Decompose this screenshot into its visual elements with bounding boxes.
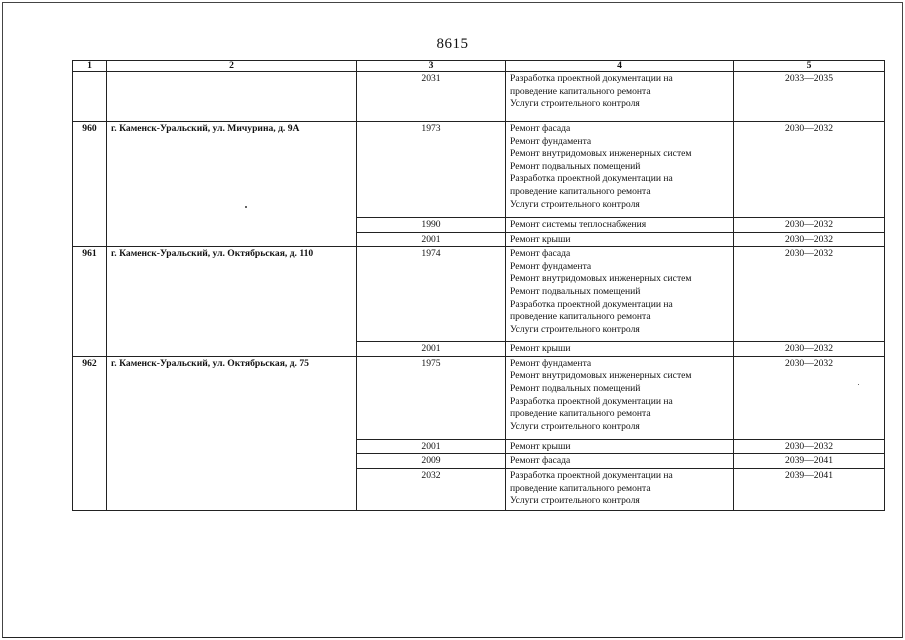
scan-speck <box>858 384 859 385</box>
header-col-5: 5 <box>734 61 885 72</box>
repair-work-item: проведение капитального ремонта <box>510 311 651 323</box>
repair-work-item: Ремонт подвальных помещений <box>510 382 641 394</box>
planned-period: 2030—2032 <box>734 218 885 233</box>
planned-period: 2033—2035 <box>734 72 885 122</box>
last-repair-year: 1975 <box>357 356 506 439</box>
table-row <box>73 247 885 342</box>
last-repair-year: 2001 <box>357 342 506 357</box>
object-number: 962 <box>73 356 107 510</box>
repair-work-item: Разработка проектной документации на <box>510 469 673 481</box>
scan-speck <box>245 206 247 208</box>
repair-works-list <box>506 356 734 439</box>
repair-work-item: Ремонт фундамента <box>510 357 592 369</box>
repair-works-list <box>506 439 734 454</box>
planned-period: 2030—2032 <box>734 439 885 454</box>
repair-work-item: Ремонт крыши <box>510 343 571 355</box>
planned-period: 2030—2032 <box>734 342 885 357</box>
repair-work-item: Ремонт подвальных помещений <box>510 285 641 297</box>
repair-works-list <box>506 342 734 357</box>
last-repair-year: 1974 <box>357 247 506 342</box>
building-address <box>107 72 357 122</box>
table-body <box>73 72 885 511</box>
page-number: 8615 <box>436 36 469 52</box>
repair-work-item: Услуги строительного контроля <box>510 323 640 335</box>
header-col-4: 4 <box>506 61 734 72</box>
building-address: г. Каменск-Уральский, ул. Октябрьская, д. 75 <box>107 356 357 510</box>
repair-work-item: Ремонт подвальных помещений <box>510 160 641 172</box>
repair-work-item: проведение капитального ремонта <box>510 482 651 494</box>
building-address: г. Каменск-Уральский, ул. Октябрьская, д. 110 <box>107 247 357 357</box>
planned-period: 2030—2032 <box>734 247 885 342</box>
repair-works-list <box>506 122 734 218</box>
repair-work-item: Услуги строительного контроля <box>510 495 640 507</box>
repair-work-item: Ремонт фасада <box>510 455 571 467</box>
last-repair-year: 2009 <box>357 454 506 469</box>
last-repair-year: 2031 <box>357 72 506 122</box>
planned-period: 2030—2032 <box>734 356 885 439</box>
header-col-2: 2 <box>107 61 357 72</box>
object-number: 960 <box>73 122 107 247</box>
table-row <box>73 72 885 122</box>
object-number <box>73 72 107 122</box>
repair-work-item: Ремонт системы теплоснабжения <box>510 219 647 230</box>
last-repair-year: 2001 <box>357 232 506 247</box>
last-repair-year: 2001 <box>357 439 506 454</box>
repair-work-item: Ремонт фасада <box>510 123 571 134</box>
repair-work-item: проведение капитального ремонта <box>510 85 651 97</box>
repair-works-list <box>506 218 734 233</box>
repair-work-item: проведение капитального ремонта <box>510 408 651 420</box>
planned-period: 2030—2032 <box>734 232 885 247</box>
repair-work-item: Разработка проектной документации на <box>510 173 673 185</box>
repair-works-list <box>506 454 734 469</box>
repair-work-item: Ремонт крыши <box>510 440 571 452</box>
header-col-3: 3 <box>357 61 506 72</box>
repair-work-item: Услуги строительного контроля <box>510 198 640 210</box>
repair-work-item: Ремонт фундамента <box>510 260 592 272</box>
repair-work-item: Ремонт внутридомовых инженерных систем <box>510 148 692 160</box>
planned-period: 2039—2041 <box>734 454 885 469</box>
repair-work-item: Ремонт фасада <box>510 248 571 260</box>
planned-period: 2030—2032 <box>734 122 885 218</box>
repair-work-item: Ремонт фундамента <box>510 135 592 147</box>
table-row <box>73 356 885 439</box>
repair-work-item: Ремонт внутридомовых инженерных систем <box>510 370 692 382</box>
repair-work-item: проведение капитального ремонта <box>510 185 651 197</box>
last-repair-year: 2032 <box>357 468 506 510</box>
repair-work-item: Разработка проектной документации на <box>510 73 673 84</box>
repair-work-item: Ремонт крыши <box>510 233 571 245</box>
object-number: 961 <box>73 247 107 357</box>
repair-work-item: Ремонт внутридомовых инженерных систем <box>510 273 692 285</box>
repair-works-list <box>506 247 734 342</box>
repair-works-list <box>506 72 734 122</box>
repair-work-item: Разработка проектной документации на <box>510 298 673 310</box>
last-repair-year: 1990 <box>357 218 506 233</box>
table-header-row <box>73 61 885 72</box>
repair-works-list <box>506 468 734 510</box>
table-row <box>73 122 885 218</box>
last-repair-year: 1973 <box>357 122 506 218</box>
planned-period: 2039—2041 <box>734 468 885 510</box>
repair-work-item: Услуги строительного контроля <box>510 98 640 110</box>
header-col-1: 1 <box>73 61 107 72</box>
repair-work-item: Разработка проектной документации на <box>510 395 673 407</box>
repair-works-list <box>506 232 734 247</box>
repair-schedule-table <box>72 60 885 511</box>
repair-work-item: Услуги строительного контроля <box>510 420 640 432</box>
building-address: г. Каменск-Уральский, ул. Мичурина, д. 9А <box>107 122 357 247</box>
